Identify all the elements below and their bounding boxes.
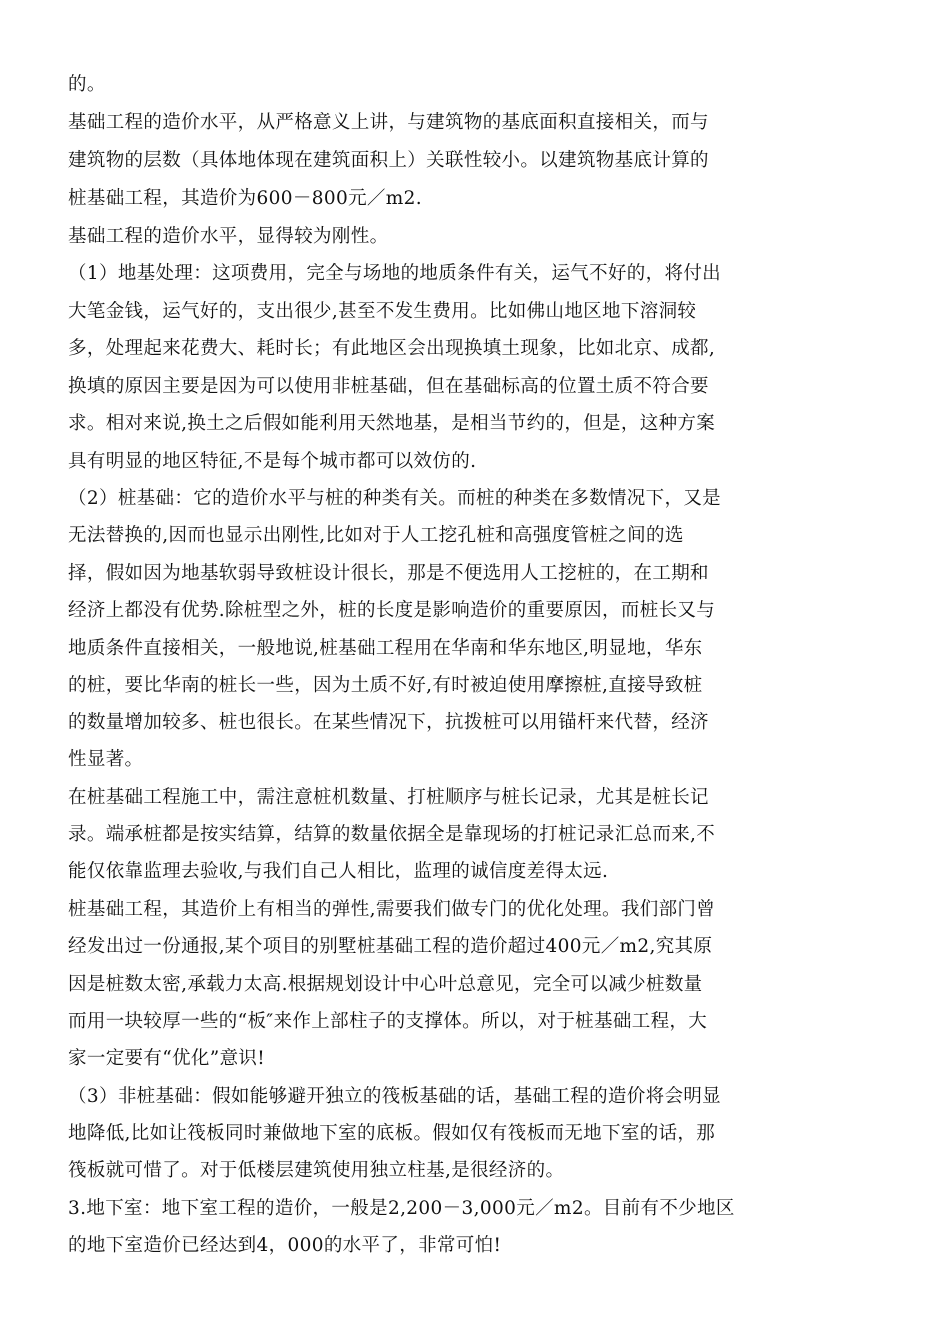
text-line: 经济上都没有优势.除桩型之外，桩的长度是影响造价的重要原因，而桩长又与 (68, 600, 716, 621)
text-line: 地降低,比如让筏板同时兼做地下室的底板。假如仅有筏板而无地下室的话，那 (68, 1123, 716, 1144)
text-line: 求。相对来说,换土之后假如能利用天然地基，是相当节约的，但是，这种方案 (68, 413, 716, 434)
text-line: （1）地基处理：这项费用，完全与场地的地质条件有关，运气不好的，将付出 (68, 263, 722, 284)
text-line: 择，假如因为地基软弱导致桩设计很长，那是不便选用人工挖桩的，在工期和 (68, 563, 709, 584)
text-line: 大笔金钱，运气好的，支出很少,甚至不发生费用。比如佛山地区地下溶洞较 (68, 301, 697, 322)
text-line: 的桩，要比华南的桩长一些，因为土质不好,有时被迫使用摩擦桩,直接导致桩 (68, 675, 703, 696)
text-line: 筏板就可惜了。对于低楼层建筑使用独立柱基,是很经济的。 (68, 1160, 565, 1181)
text-line: 地质条件直接相关，一般地说,桩基础工程用在华南和华东地区,明显地，华东 (68, 638, 703, 659)
text-line: 基础工程的造价水平，从严格意义上讲，与建筑物的基底面积直接相关，而与 (68, 112, 709, 133)
text-line: 多，处理起来花费大、耗时长；有此地区会出现换填土现象，比如北京、成都, (68, 338, 716, 359)
text-line: 性显著。 (68, 749, 144, 770)
text-line: 在桩基础工程施工中，需注意桩机数量、打桩顺序与桩长记录，尤其是桩长记 (68, 787, 709, 808)
text-line: 3.地下室：地下室工程的造价，一般是2,200－3,000元／m2。目前有不少地区 (68, 1198, 735, 1219)
text-line: 经发出过一份通报,某个项目的别墅桩基础工程的造价超过400元／m2,究其原 (68, 936, 713, 957)
text-line: 建筑物的层数（具体地体现在建筑面积上）关联性较小。以建筑物基底计算的 (68, 150, 709, 171)
text-line: 因是桩数太密,承载力太高.根据规划设计中心叶总意见，完全可以减少桩数量 (68, 974, 703, 995)
text-line: 的数量增加较多、桩也很长。在某些情况下，抗拨桩可以用锚杆来代替，经济 (68, 712, 709, 733)
text-line: （3）非桩基础：假如能够避开独立的筏板基础的话，基础工程的造价将会明显 (68, 1086, 722, 1107)
text-line: 录。端承桩都是按实结算，结算的数量依据全是靠现场的打桩记录汇总而来,不 (68, 824, 716, 845)
text-line: 换填的原因主要是因为可以使用非桩基础，但在基础标高的位置土质不符合要 (68, 376, 709, 397)
text-line: 的。 (68, 74, 106, 95)
text-line: 无法替换的,因而也显示出刚性,比如对于人工挖孔桩和高强度管桩之间的选 (68, 525, 684, 546)
text-line: 能仅依靠监理去验收,与我们自己人相比，监理的诚信度差得太远. (68, 861, 609, 882)
text-line: （2）桩基础：它的造价水平与桩的种类有关。而桩的种类在多数情况下，又是 (68, 488, 722, 509)
text-line: 具有明显的地区特征,不是每个城市都可以效仿的. (68, 451, 477, 472)
text-line: 的地下室造价已经达到4，000的水平了，非常可怕! (68, 1235, 502, 1256)
text-line: 桩基础工程，其造价为600－800元／m2. (68, 188, 423, 209)
text-line: 桩基础工程，其造价上有相当的弹性,需要我们做专门的优化处理。我们部门曾 (68, 899, 716, 920)
text-line: 基础工程的造价水平，显得较为刚性。 (68, 226, 389, 247)
text-line: 家一定要有“优化”意识! (68, 1048, 266, 1069)
text-line: 而用一块较厚一些的“板″来作上部柱子的支撑体。所以，对于桩基础工程，大 (68, 1011, 708, 1032)
